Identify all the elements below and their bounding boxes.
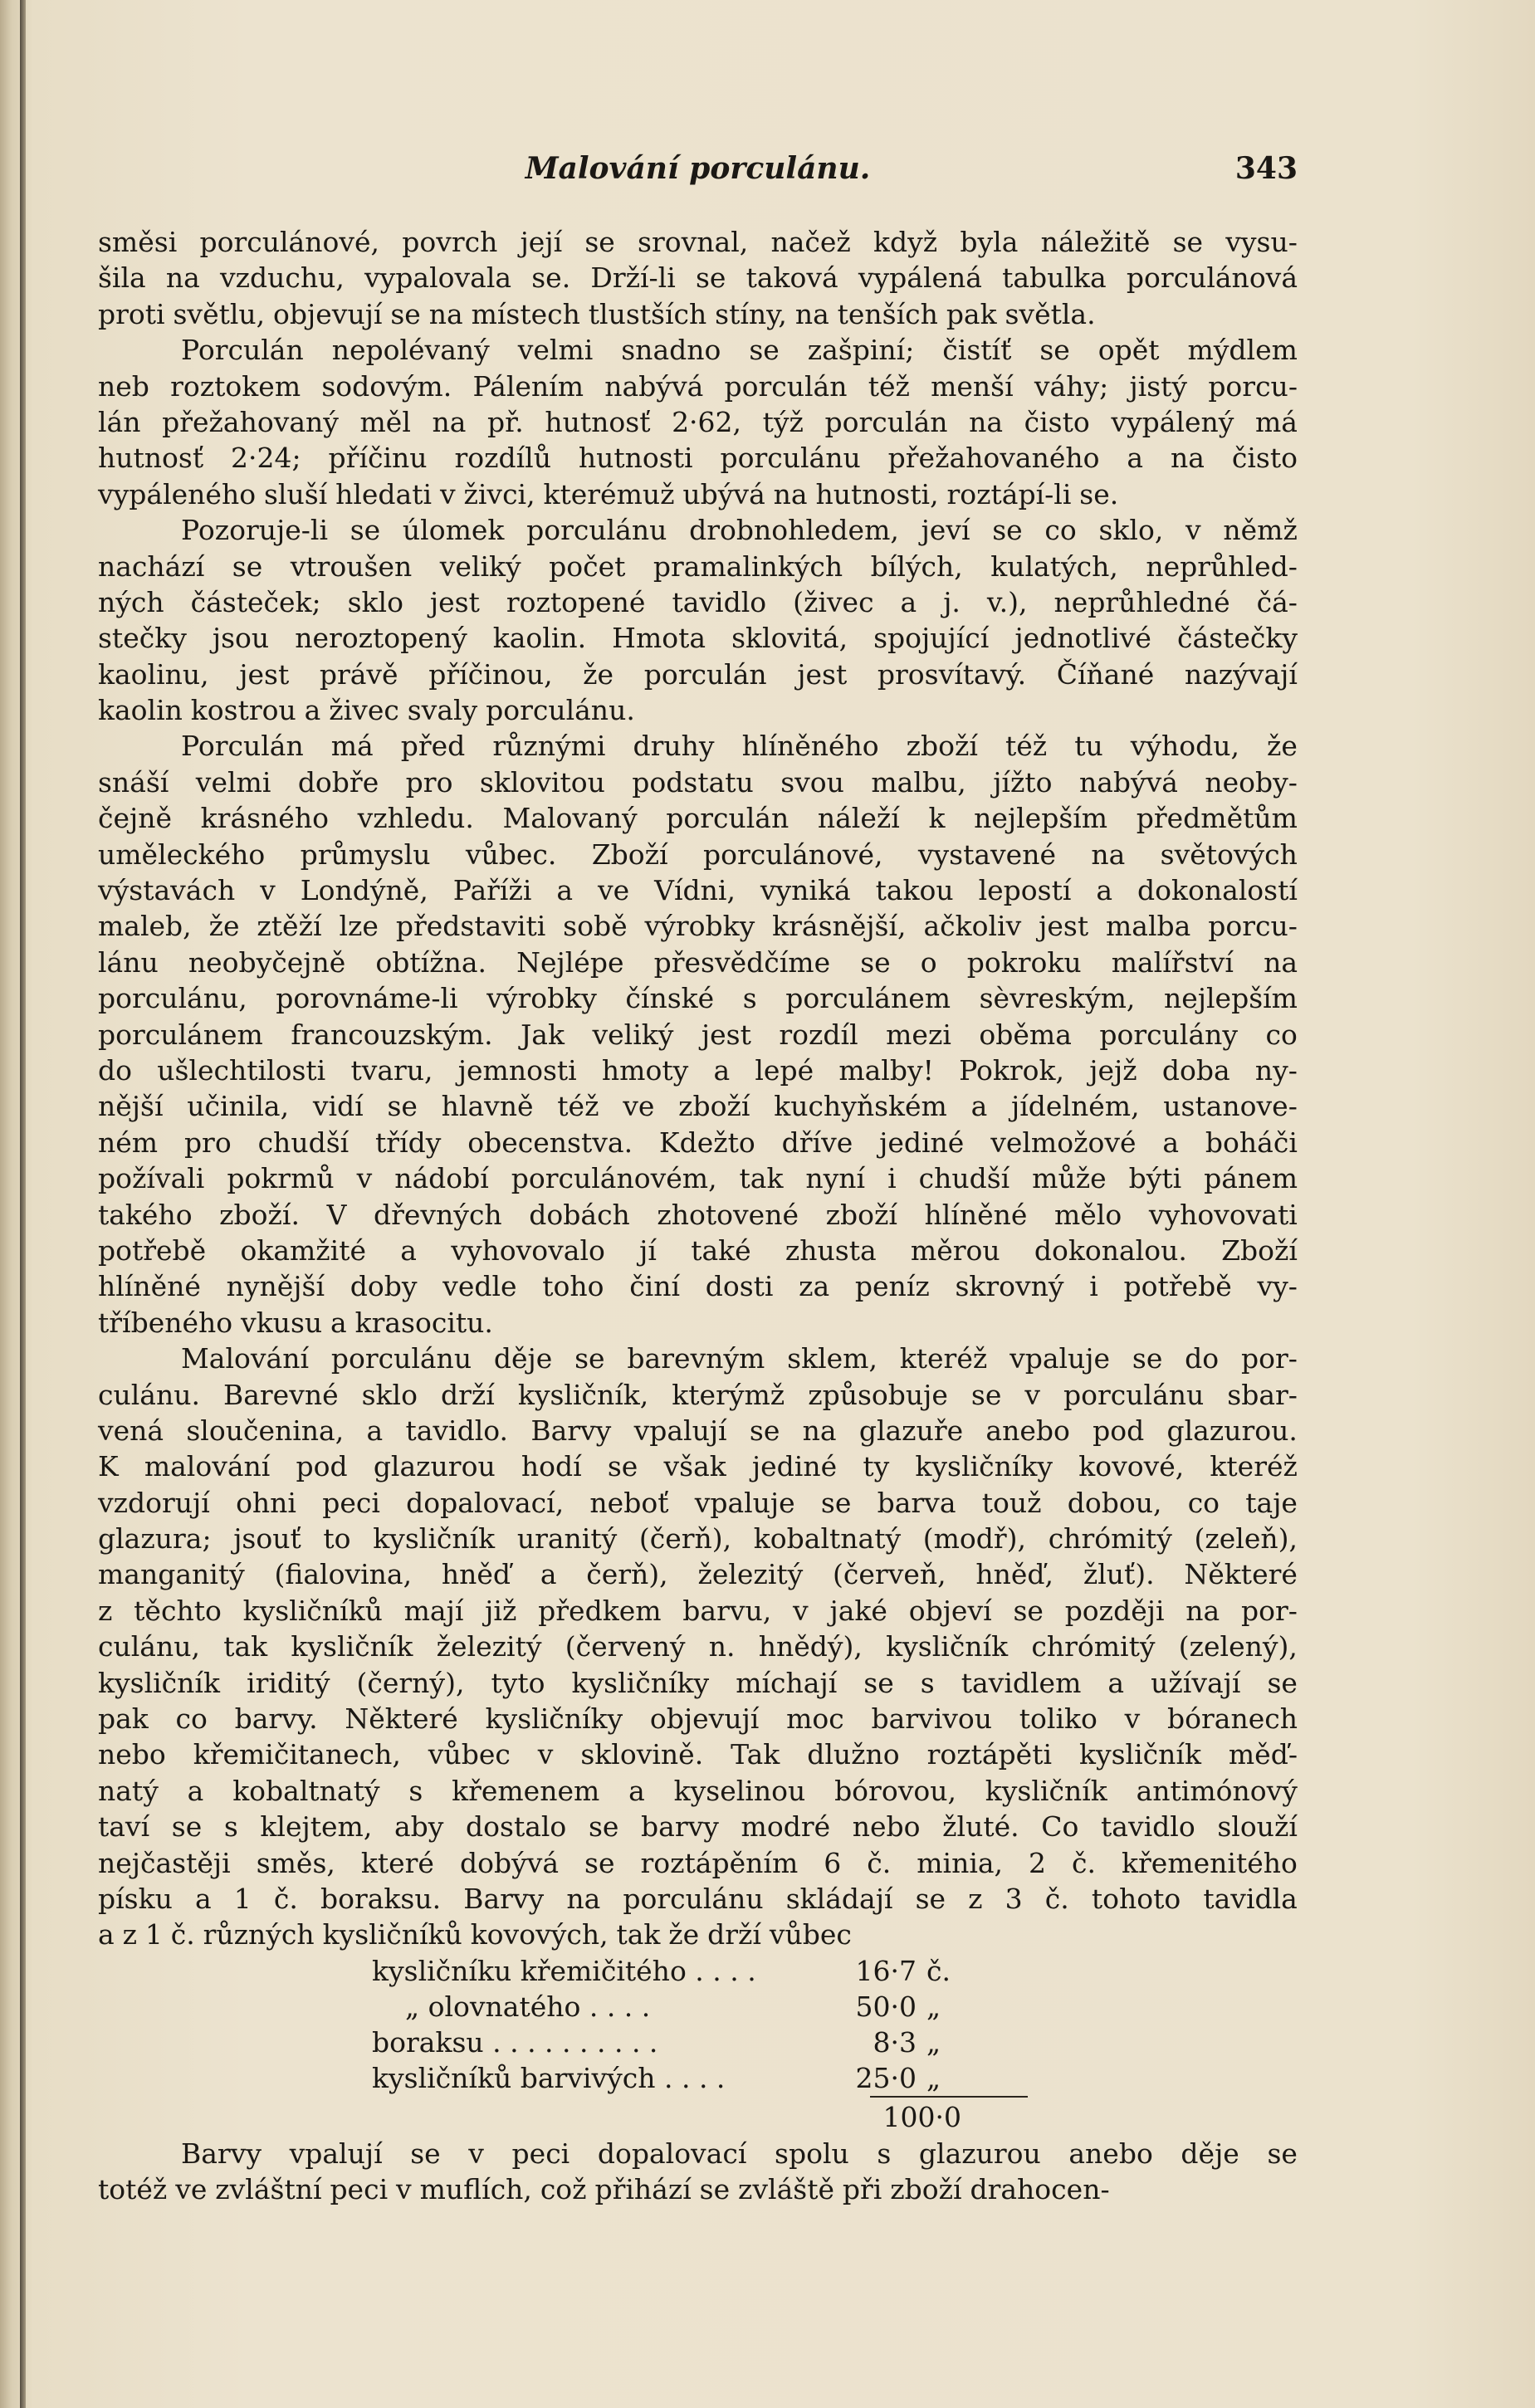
text-line: Barvy vpalují se v peci dopalovací spolu s glazurou anebo děje se [181, 2137, 1298, 2170]
text-line: taví se s klejtem, aby dostalo se barvy modré nebo žluté. Co tavidlo slouží [98, 1810, 1298, 1844]
recipe-row [372, 1989, 1036, 2025]
recipe-unit: „ [926, 2025, 941, 2059]
text-line: písku a 1 č. boraksu. Barvy na porculánu skládají se z 3 č. tohoto tavidla [98, 1882, 1298, 1915]
text-line: porculánem francouzským. Jak veliký jest rozdíl mezi oběma porculány co [98, 1018, 1298, 1051]
text-line: manganitý (fialovina, hněď a čerň), železitý (červeň, hněď, žluť). Některé [98, 1558, 1298, 1591]
text-line: Porculán má před různými druhy hlíněného zboží též tu výhodu, že [181, 730, 1298, 763]
page-number: 343 [1234, 151, 1298, 186]
text-line: nejčastěji směs, které dobývá se roztápěním 6 č. minia, 2 č. křemenitého [98, 1846, 1298, 1879]
paragraph [98, 728, 1298, 1341]
text-line: kaolin kostrou a živec svaly porculánu. [98, 694, 635, 727]
text-line: šila na vzduchu, vypalovala se. Drží-li se taková vypálená tabulka porculánová [98, 261, 1298, 295]
text-line: snáší velmi dobře pro sklovitou podstatu svou malbu, jížto nabývá neoby- [98, 765, 1298, 799]
text-line: takého zboží. V dřevných dobách zhotovené zboží hlíněné mělo vyhovovati [98, 1198, 1298, 1231]
text-line: Pozoruje-li se úlomek porculánu drobnohledem, jeví se co sklo, v němž [181, 514, 1298, 547]
text-line: Malování porculánu děje se barevným sklem, kteréž vpaluje se do por- [181, 1342, 1298, 1375]
text-line: totéž ve zvláštní peci v muflích, což přihází se zvláště při zboží drahocen- [98, 2173, 1110, 2206]
text-line: culánu, tak kysličník železitý (červený n. hnědý), kysličník chrómitý (zelený), [98, 1630, 1298, 1663]
text-line: hutnosť 2·24; příčinu rozdílů hutnosti porculánu přežahovaného a na čisto [98, 442, 1298, 475]
text-line: potřebě okamžité a vyhovovalo jí také zhusta měrou dokonalou. Zboží [98, 1233, 1298, 1267]
text-line: pak co barvy. Některé kysličníky objevují moc barvivou toliko v bóranech [98, 1702, 1298, 1736]
text-line: lánu neobyčejně obtížna. Nejlépe přesvědčíme se o pokroku malířství na [98, 945, 1298, 979]
recipe-label: boraksu . . . . . . . . . . [372, 2025, 658, 2059]
recipe-value: 16·7 [855, 1954, 917, 1987]
recipe-label: kysličníku křemičitého . . . . [372, 1954, 756, 1987]
body-text [98, 224, 1298, 2208]
text-line: proti světlu, objevují se na místech tlustších stíny, na tenších pak světla. [98, 297, 1096, 330]
sum-rule [870, 2096, 1028, 2098]
text-line: culánu. Barevné sklo drží kysličník, kterýmž způsobuje se v porculánu sbar- [98, 1378, 1298, 1411]
recipe-row [372, 2060, 1036, 2096]
recipe-unit: „ [926, 1990, 941, 2023]
book-spine [20, 0, 26, 2408]
page-header [98, 151, 1298, 188]
text-line: kysličník iriditý (černý), tyto kysličníky míchají se s tavidlem a užívají se [98, 1666, 1298, 1699]
paragraph [98, 2136, 1298, 2208]
paragraph [98, 512, 1298, 728]
composition-table [372, 1953, 1036, 2136]
recipe-label: „ olovnatého . . . . [405, 1990, 651, 2023]
recipe-row [372, 1953, 1036, 1989]
text-line: lán přežahovaný měl na př. hutnosť 2·62, týž porculán na čisto vypálený má [98, 405, 1298, 438]
text-line: Porculán nepolévaný velmi snadno se zašpiní; čistíť se opět mýdlem [181, 334, 1298, 367]
recipe-unit: „ [926, 2061, 941, 2094]
recipe-value: 8·3 [873, 2025, 917, 2059]
recipe-value: 25·0 [855, 2061, 917, 2094]
text-line: hlíněné nynější doby vedle toho činí dosti za peníz skrovný i potřebě vy- [98, 1270, 1298, 1303]
text-line: nější učinila, vidí se hlavně též ve zboží kuchyňském a jídelném, ustanove- [98, 1090, 1298, 1123]
text-line: vypáleného sluší hledati v živci, kterémuž ubývá na hutnosti, roztápí-li se. [98, 477, 1119, 510]
text-line: směsi porculánové, povrch její se srovnal, načež když byla náležitě se vysu- [98, 226, 1298, 258]
text-line: glazura; jsouť to kysličník uranitý (čerň), kobaltnatý (modř), chrómitý (zeleň), [98, 1522, 1298, 1556]
text-line: vená sloučenina, a tavidlo. Barvy vpalují se na glazuře anebo pod glazurou. [98, 1414, 1298, 1447]
paragraph [98, 224, 1298, 332]
text-line: z těchto kysličníků mají již předkem barvu, v jaké objeví se později na por- [98, 1594, 1298, 1627]
paragraph [98, 332, 1298, 512]
text-line: nebo křemičitanech, vůbec v sklovině. Tak dlužno roztápěti kysličník měď- [98, 1738, 1298, 1771]
text-line: ném pro chudší třídy obecenstva. Kdežto dříve jediné velmožové a boháči [98, 1126, 1298, 1159]
text-line: natý a kobaltnatý s křemenem a kyselinou bórovou, kysličník antimónový [98, 1774, 1298, 1807]
recipe-row [372, 2025, 1036, 2060]
running-title: Malování porculánu. [525, 151, 871, 186]
text-line: a z 1 č. různých kysličníků kovových, tak že drží vůbec [98, 1918, 852, 1951]
text-line: výstavách v Londýně, Paříži a ve Vídni, vyniká takou lepostí a dokonalostí [98, 874, 1298, 907]
text-after-recipe [98, 2136, 1298, 2208]
text-line: tříbeného vkusu a krasocitu. [98, 1306, 493, 1339]
text-line: vzdorují ohni peci dopalovací, neboť vpaluje se barva touž dobou, co taje [98, 1486, 1298, 1519]
text-line: kaolinu, jest právě příčinou, že porculán jest prosvítavý. Číňané nazývají [98, 657, 1298, 691]
paragraph [98, 1341, 1298, 1953]
text-line: čejně krásného vzhledu. Malovaný porculán náleží k nejlepším předmětům [98, 802, 1298, 835]
text-line: požívali pokrmů v nádobí porculánovém, tak nyní i chudší může býti pánem [98, 1162, 1298, 1195]
text-line: do ušlechtilosti tvaru, jemnosti hmoty a lepé malby! Pokrok, jejž doba ny- [98, 1053, 1298, 1087]
text-line: K malování pod glazurou hodí se však jediné ty kysličníky kovové, kteréž [98, 1450, 1298, 1483]
text-line: neb roztokem sodovým. Pálením nabývá porculán též menší váhy; jistý porcu- [98, 369, 1298, 403]
text-line: porculánu, porovnáme-li výrobky čínské s porculánem sèvreským, nejlepším [98, 982, 1298, 1015]
text-line: maleb, že ztěží lze představiti sobě výrobky krásnější, ačkoliv jest malba porcu- [98, 910, 1298, 943]
recipe-label: kysličníků barvivých . . . . [372, 2061, 726, 2094]
text-before-recipe [98, 224, 1298, 1953]
text-line: uměleckého průmyslu vůbec. Zboží porculánové, vystavené na světových [98, 838, 1298, 871]
recipe-unit: č. [926, 1954, 951, 1987]
text-line: ných částeček; sklo jest roztopené tavidlo (živec a j. v.), neprůhledné čá- [98, 585, 1298, 618]
recipe-total: 100·0 [882, 2100, 961, 2133]
text-line: stečky jsou neroztopený kaolin. Hmota sklovitá, spojující jednotlivé částečky [98, 622, 1298, 655]
text-line: nachází se vtroušen veliký počet pramalinkých bílých, kulatých, neprůhled- [98, 549, 1298, 583]
recipe-value: 50·0 [855, 1990, 917, 2023]
